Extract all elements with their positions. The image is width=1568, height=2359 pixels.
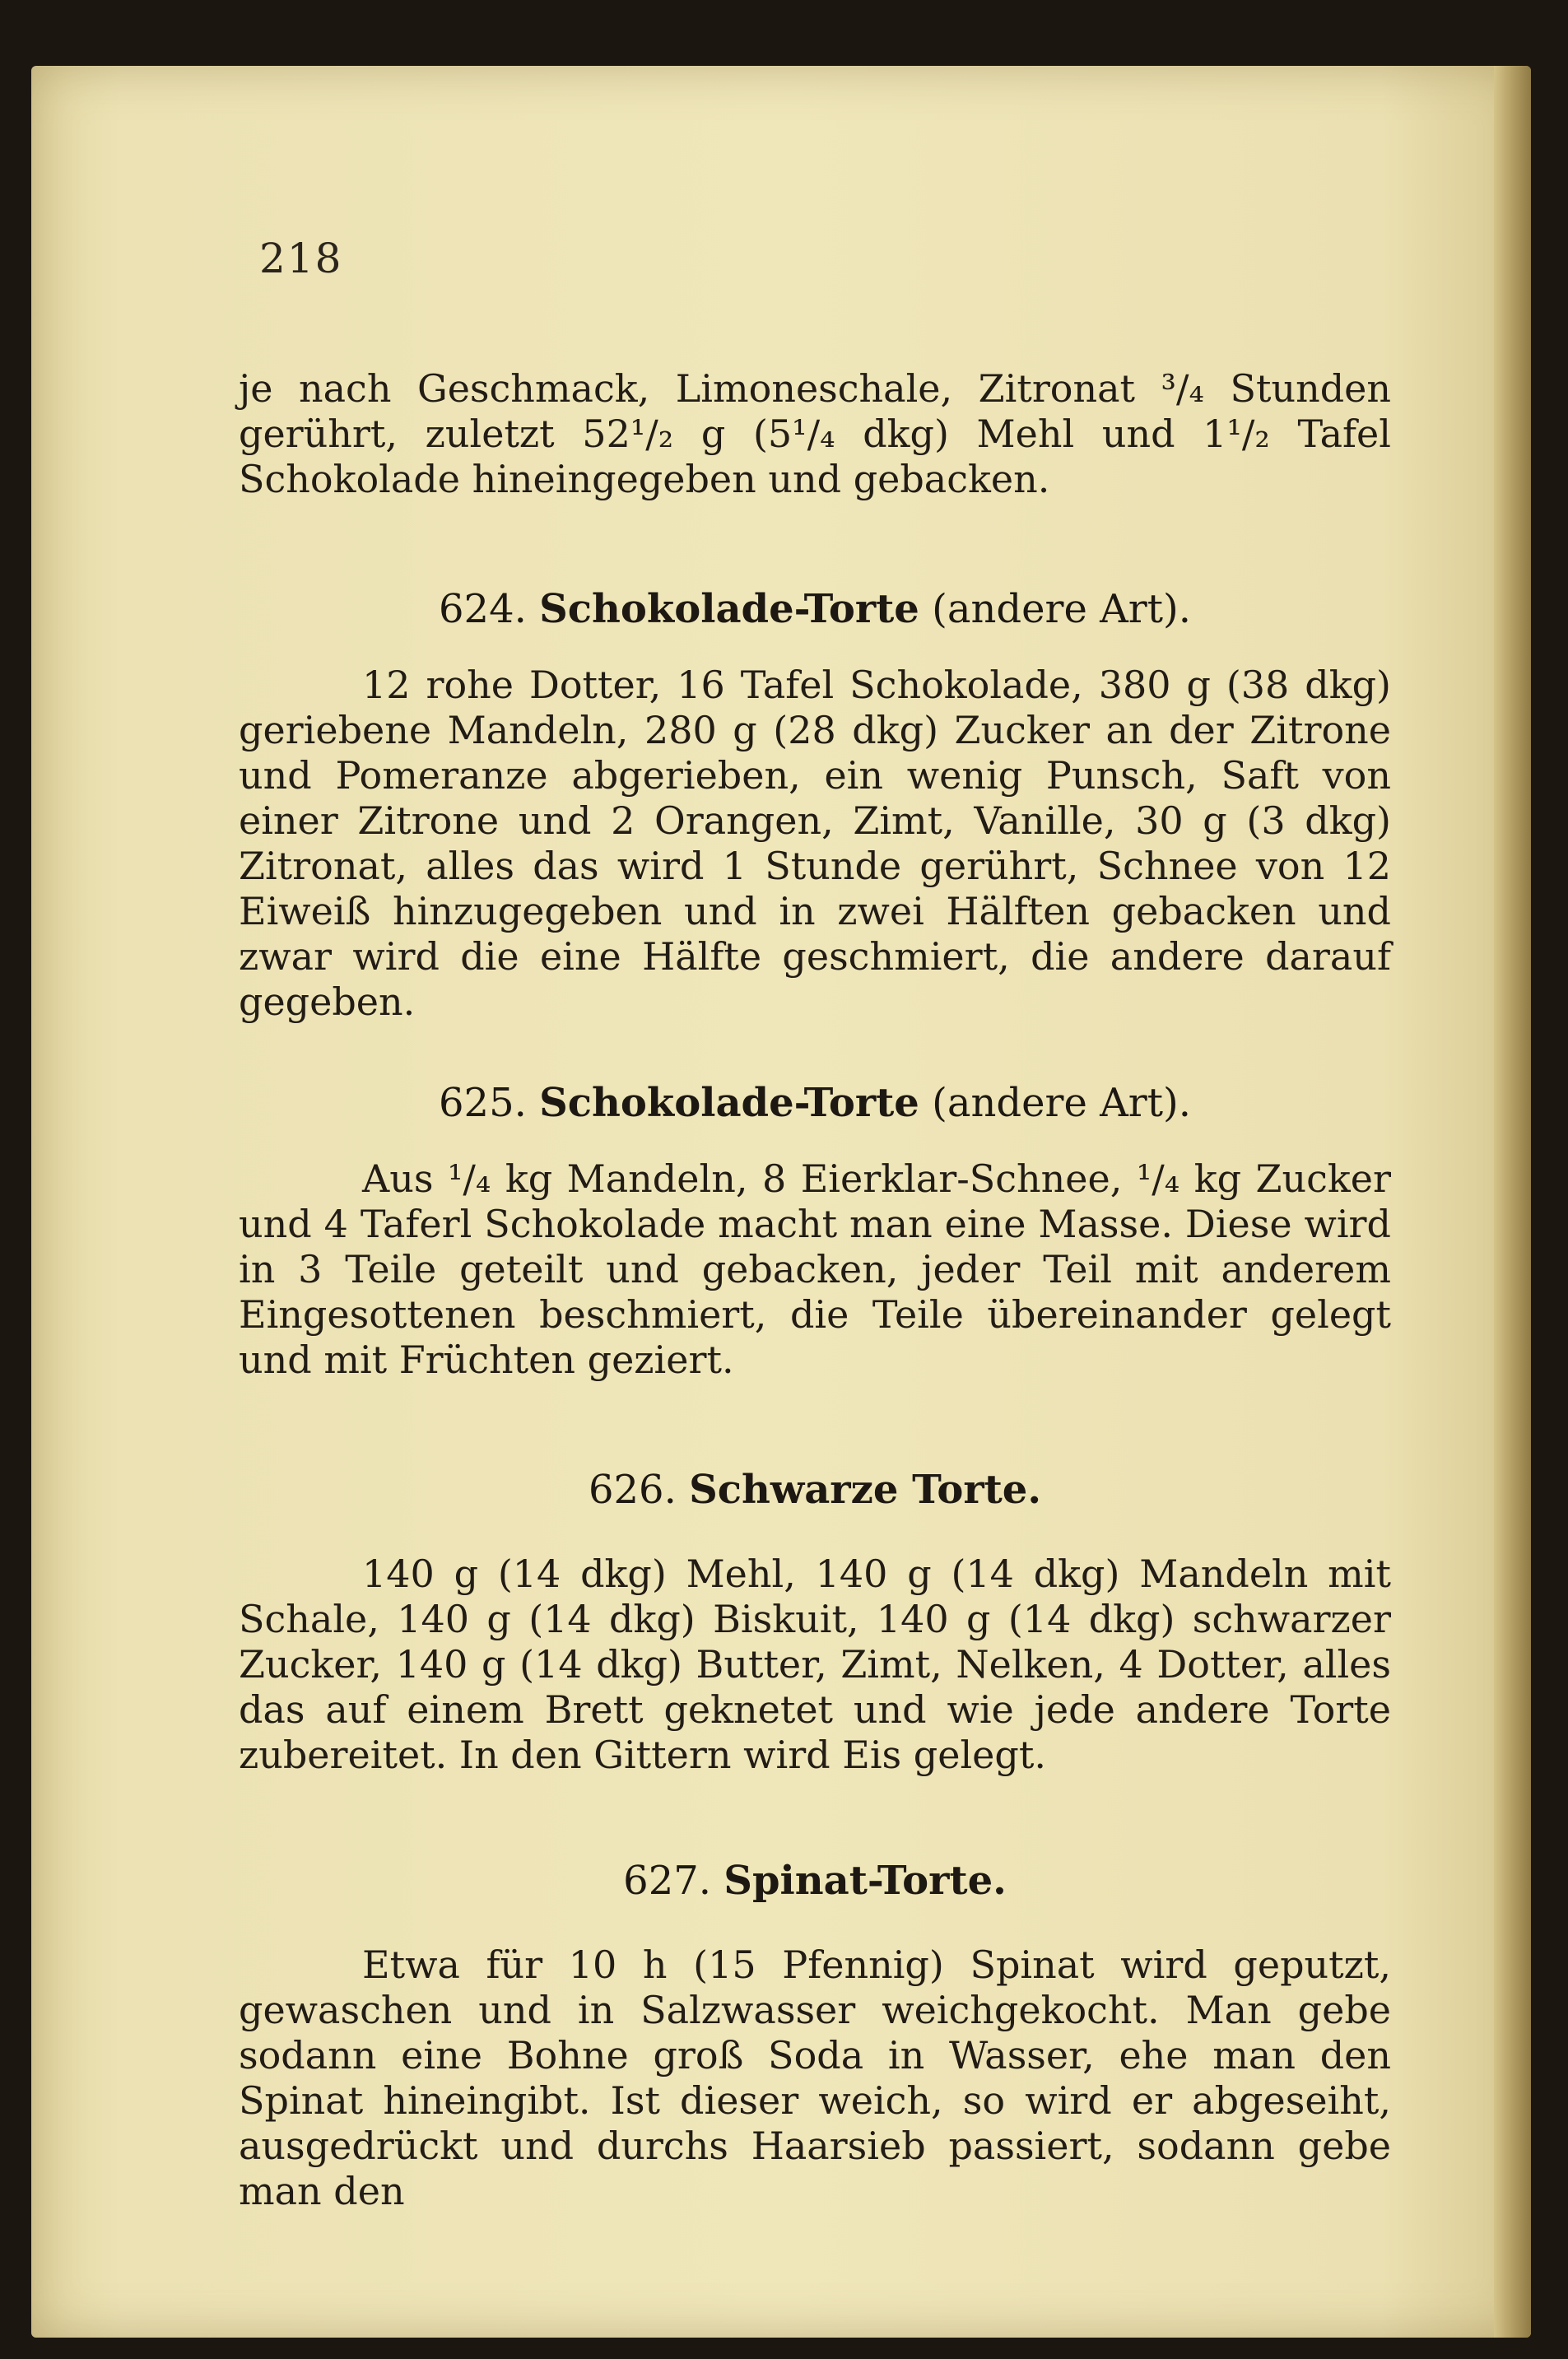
recipe-text-625: Aus ¹/₄ kg Mandeln, 8 Eierklar-Schnee, ¹/₄ kg Zucker und 4 Taferl Schokolade macht man eine Masse. Diese wird in 3 Teile geteilt und gebacken, jeder Teil mit anderem Eingesottenen beschmiert, die Teile übereinander gelegt und mit Früchten geziert. [239, 1156, 1391, 1382]
page-number: 218 [259, 235, 343, 282]
recipe-heading-624 [239, 584, 1391, 634]
recipe-subtitle: (andere Art). [932, 586, 1191, 632]
recipe-text-624: 12 rohe Dotter, 16 Tafel Schokolade, 380 g (38 dkg) geriebene Mandeln, 280 g (28 dkg) Zucker an der Zitrone und Pomeranze abgerieben, ein wenig Punsch, Saft von einer Zitrone und 2 Orangen, Zimt, Vanille, 30 g (3 dkg) Zitronat, alles das wird 1 Stunde gerührt, Schnee von 12 Eiweiß hinzugegeben und in zwei Hälften gebacken und zwar wird die eine Hälfte geschmiert, die andere darauf gegeben. [239, 663, 1391, 1024]
recipe-number: 627. [623, 1858, 712, 1904]
recipe-number: 626. [588, 1467, 677, 1513]
page-edge [1494, 66, 1531, 2338]
recipe-number: 625. [438, 1080, 527, 1126]
recipe-title: Schwarze Torte. [689, 1467, 1042, 1513]
recipe-title: Schokolade-Torte [539, 586, 919, 632]
recipe-heading-626 [239, 1465, 1391, 1515]
recipe-number: 624. [438, 586, 527, 632]
recipe-text-627: Etwa für 10 h (15 Pfennig) Spinat wird geputzt, gewaschen und in Salzwasser weichgekocht. Man gebe sodann eine Bohne groß Soda in Wasser, ehe man den Spinat hineingibt. Ist dieser weich, so wird er abgeseiht, ausgedrückt und durchs Haarsieb passiert, sodann gebe man den [239, 1943, 1391, 2213]
recipe-title: Spinat-Torte. [724, 1858, 1007, 1904]
recipe-title: Schokolade-Torte [539, 1080, 919, 1126]
recipe-heading-627 [239, 1856, 1391, 1905]
intro-paragraph: je nach Geschmack, Limoneschale, Zitronat ³/₄ Stunden gerührt, zuletzt 52¹/₂ g (5¹/₄ dkg) Mehl und 1¹/₂ Tafel Schokolade hineingegeben und gebacken. [239, 366, 1391, 501]
recipe-heading-625 [239, 1078, 1391, 1128]
recipe-subtitle: (andere Art). [932, 1080, 1191, 1126]
recipe-text-626: 140 g (14 dkg) Mehl, 140 g (14 dkg) Mandeln mit Schale, 140 g (14 dkg) Biskuit, 140 g (14 dkg) schwarzer Zucker, 140 g (14 dkg) Butter, Zimt, Nelken, 4 Dotter, alles das auf einem Brett geknetet und wie jede andere Torte zubereitet. In den Gittern wird Eis gelegt. [239, 1552, 1391, 1777]
